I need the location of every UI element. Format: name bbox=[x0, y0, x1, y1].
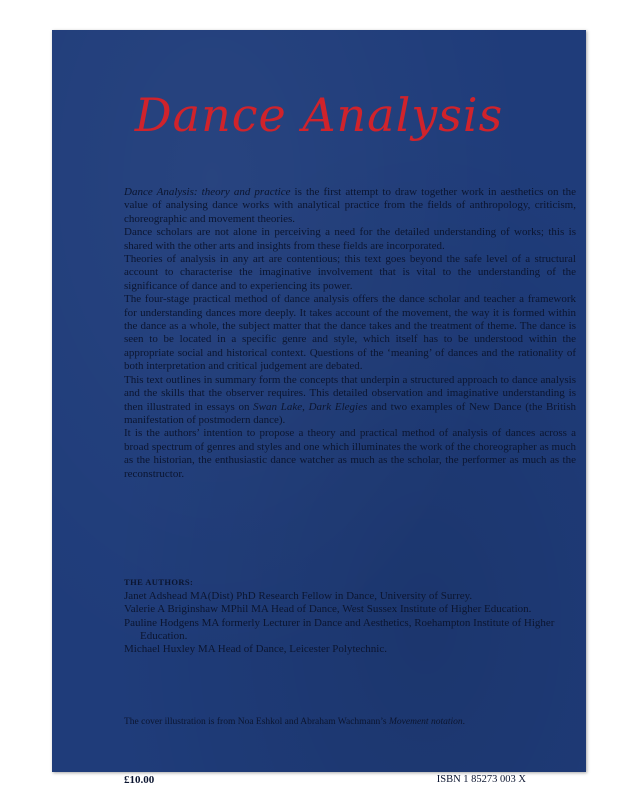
credit-text: The cover illustration is from Noa Eshkol and Abraham Wachmann’s bbox=[124, 717, 389, 727]
blurb-paragraph-6: It is the authors’ intention to propose a theory and practical method of analysis of dances across a broad spectrum of genres and styles and one which illuminates the work of the choreographer as much as the historian, the enthusiastic dance watcher as much as the scholar, the performer as much as the reconstructor. bbox=[124, 427, 576, 480]
cover-illustration-credit bbox=[124, 716, 576, 728]
dark-elegies-title: Dark Elegies bbox=[308, 400, 368, 413]
book-back-cover bbox=[52, 30, 586, 786]
price-label: £10.00 bbox=[124, 774, 155, 786]
blurb-paragraph-2: Dance scholars are not alone in perceiving a need for the detailed understanding of works; this is shared with the other arts and insights from these fields are incorporated. bbox=[124, 226, 576, 252]
isbn-label: ISBN 1 85273 003 X bbox=[436, 774, 526, 785]
blurb-paragraph-4: The four-stage practical method of dance analysis offers the dance scholar and teacher a framework for understanding dances more deeply. It takes account of the movement, the way it is formed within the dance as a whole, the subject matter that the dance takes and the treatment of theme. The dance is seen to be located in a specific genre and style, which itself has to be understood within the appropriate social and historical context. Questions of the ‘meaning’ of dances and the rationality of both interpretation and critical judgement are debated. bbox=[124, 293, 576, 373]
credit-end: . bbox=[462, 717, 465, 727]
authors-section bbox=[124, 576, 576, 656]
blurb-paragraph-1-text: is the first attempt to draw together work in aesthetics on the value of analysing dance works with analytical practice from the fields of anthropology, criticism, choreographic and movement theories. bbox=[124, 186, 577, 225]
author-entry: Janet Adshead MA(Dist) PhD Research Fellow in Dance, University of Surrey. bbox=[124, 590, 473, 603]
blurb-paragraph-3: Theories of analysis in any art are contentious; this text goes beyond the safe level of a structural account to characterise the imaginative involvement that is vital to the understanding of the significance of dance and to experiencing its power. bbox=[124, 253, 576, 292]
author-entry: Michael Huxley MA Head of Dance, Leicester Polytechnic. bbox=[124, 643, 387, 656]
book-title: Dance Analysis bbox=[134, 88, 504, 142]
blurb-paragraph-5 bbox=[124, 374, 576, 428]
author-entry: Pauline Hodgens MA formerly Lecturer in Dance and Aesthetics, Roehampton Institute of Higher Education. bbox=[124, 616, 555, 642]
authors-heading: THE AUTHORS: bbox=[124, 577, 194, 587]
blurb bbox=[124, 186, 576, 481]
blurb-paragraph-1 bbox=[124, 186, 576, 226]
book-subtitle-italic: Dance Analysis: theory and practice bbox=[124, 186, 291, 198]
credit-work-title: Movement notation bbox=[389, 717, 463, 727]
author-entry: Valerie A Briginshaw MPhil MA Head of Dance, West Sussex Institute of Higher Education. bbox=[124, 603, 532, 616]
blurb-paragraph-5-text-mid: , bbox=[302, 400, 309, 413]
blurb-paragraph-5-text-after: and two examples of New Dance (the British manifestation of postmodern dance). bbox=[124, 400, 576, 426]
swan-lake-title: Swan Lake bbox=[253, 400, 303, 413]
blurb-paragraph-5-text-before: This text outlines in summary form the concepts that underpin a structured approach to dance analysis and the skills that the observer requires. This detailed observation and imaginative understanding is then illustrated in essays on bbox=[124, 373, 576, 413]
